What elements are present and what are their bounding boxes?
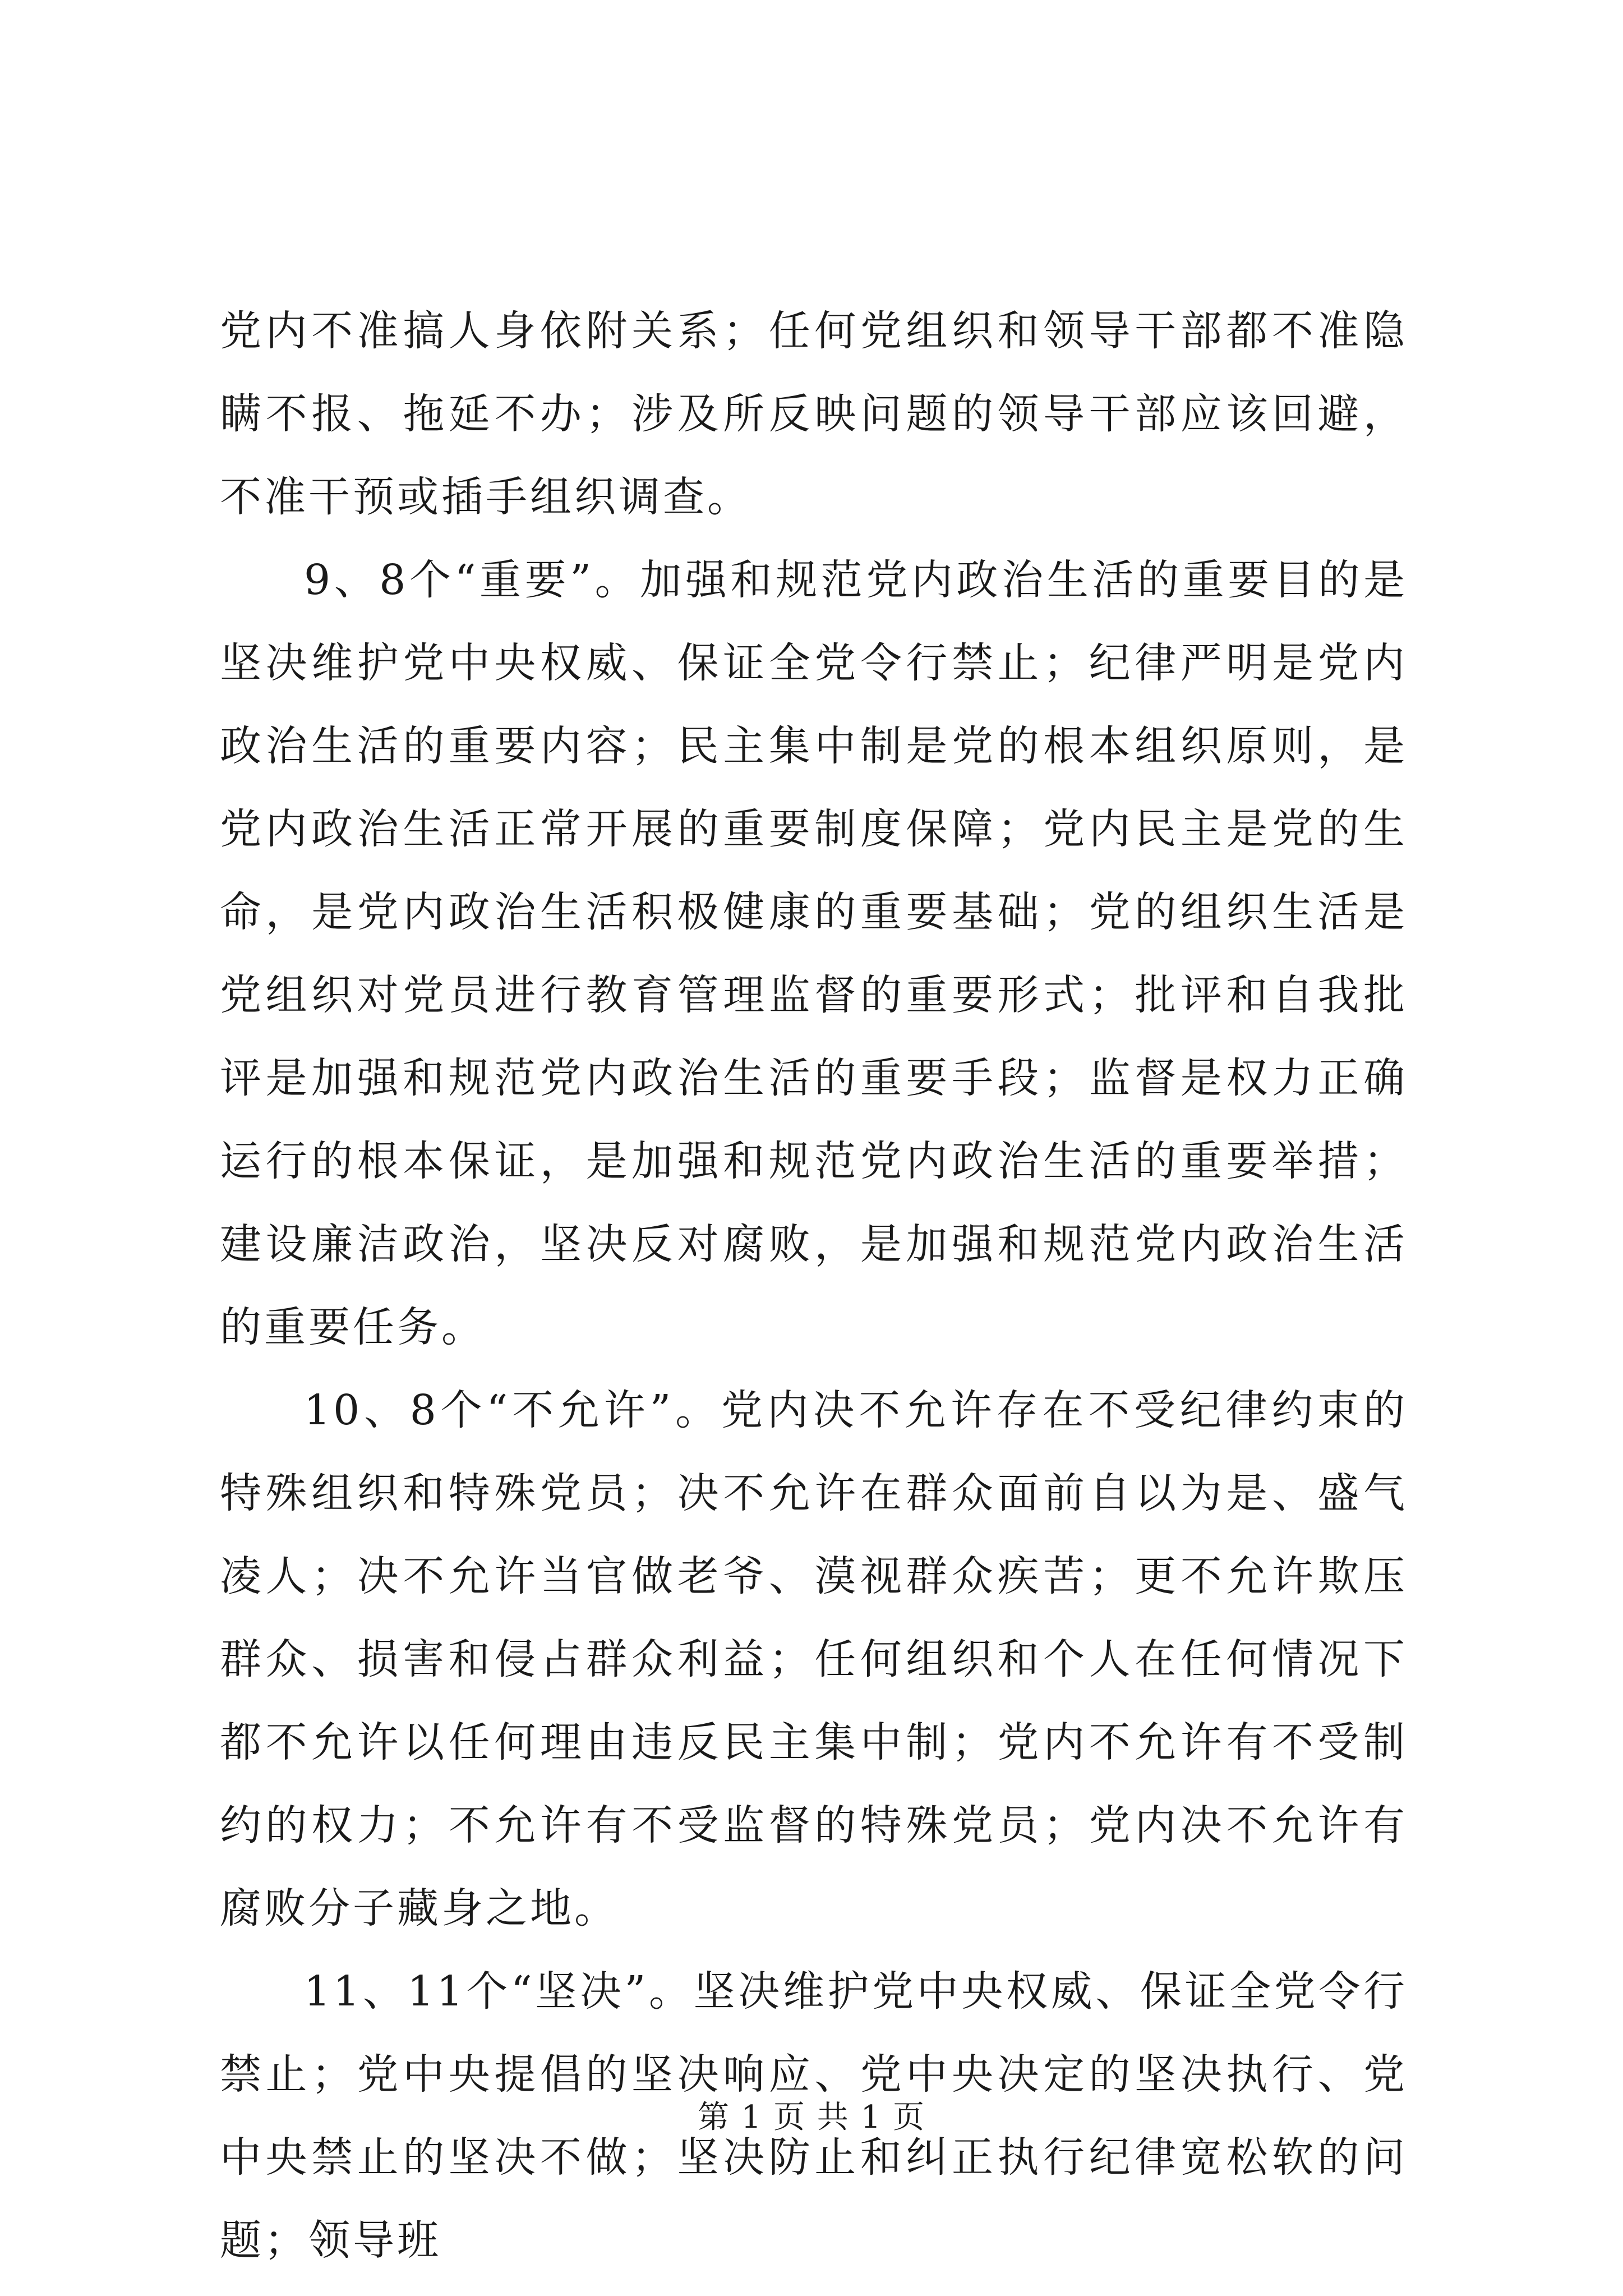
page-footer: 第 1 页 共 1 页 (697, 2099, 926, 2136)
document-body (220, 289, 1408, 2282)
paragraph-continuation: 党内不准搞人身依附关系；任何党组织和领导干部都不准隐瞒不报、拖延不办；涉及所反映问题的领导干部应该回避，不准干预或插手组织调查。 (220, 307, 1408, 521)
paragraph-item-10: 10、8个“不允许”。党内决不允许存在不受纪律约束的特殊组织和特殊党员；决不允许在群众面前自以为是、盛气凌人；决不允许当官做老爷、漠视群众疾苦；更不允许欺压群众、损害和侵占群众利益；任何组织和个人在任何情况下都不允许以任何理由违反民主集中制；党内不允许有不受制约的权力；不允许有不受监督的特殊党员；党内决不允许有腐败分子藏身之地。 (220, 1386, 1408, 1932)
paragraph-item-9: 9、8个“重要”。加强和规范党内政治生活的重要目的是坚决维护党中央权威、保证全党令行禁止；纪律严明是党内政治生活的重要内容；民主集中制是党的根本组织原则，是党内政治生活正常开展的重要制度保障；党内民主是党的生命，是党内政治生活积极健康的重要基础；党的组织生活是党组织对党员进行教育管理监督的重要形式；批评和自我批评是加强和规范党内政治生活的重要手段；监督是权力正确运行的根本保证，是加强和规范党内政治生活的重要举措；建设廉洁政治，坚决反对腐败，是加强和规范党内政治生活的重要任务。 (220, 556, 1408, 1351)
paragraph-item-11: 11、11个“坚决”。坚决维护党中央权威、保证全党令行禁止；党中央提倡的坚决响应、党中央决定的坚决执行、党中央禁止的坚决不做；坚决防止和纠正执行纪律宽松软的问题；领导班 (220, 1967, 1408, 2265)
